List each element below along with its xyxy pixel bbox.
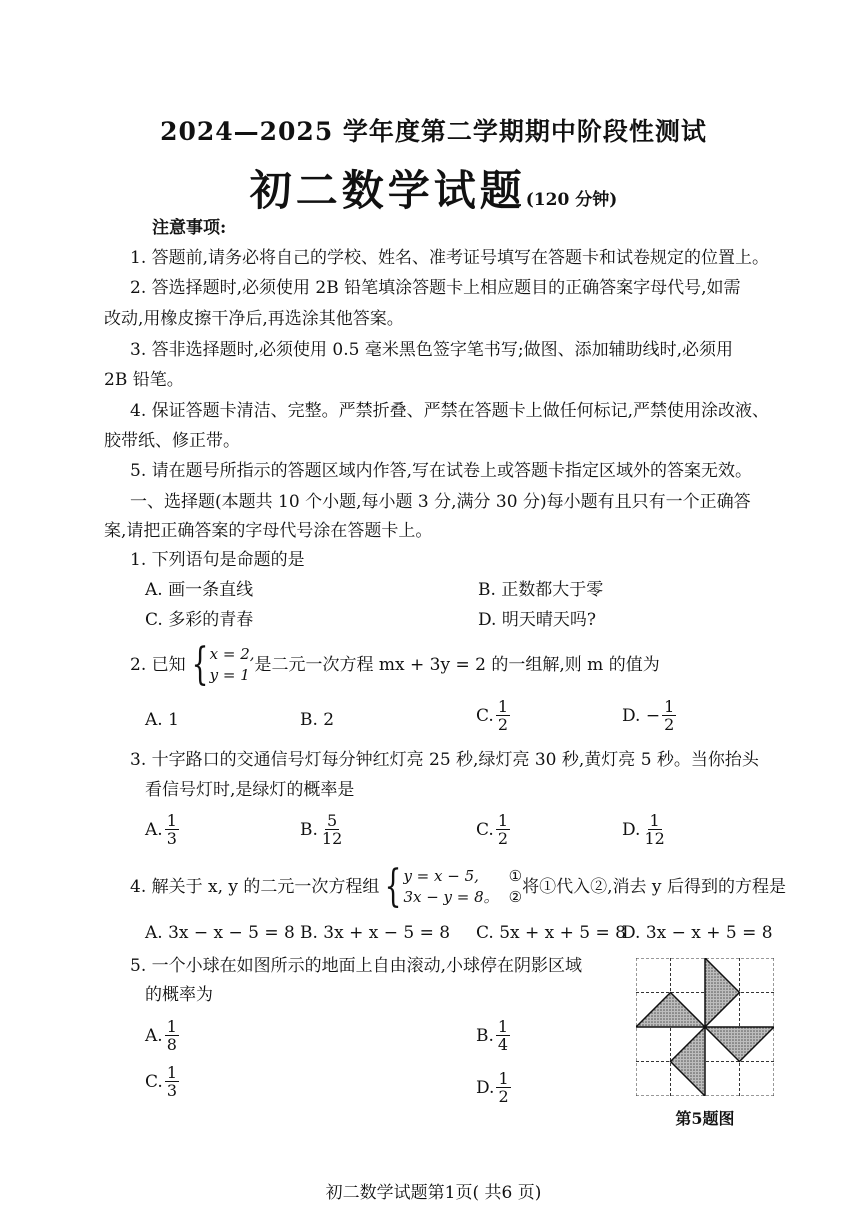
- q5-option-a: A. $\frac{1}{8}$: [145, 1017, 177, 1054]
- q4-equation-system: [379, 861, 523, 912]
- question-5-line-2: 的概率为: [145, 985, 213, 1005]
- fraction: $\frac{5}{12}$: [321, 811, 343, 848]
- q2-option-d: D. − $\frac{1}{2}$: [622, 697, 675, 734]
- pinwheel-grid-figure: [636, 958, 774, 1096]
- note-3-line-1: 3. 答非选择题时,必须使用 0.5 毫米黑色签字笔书写;做图、添加辅助线时,必须用: [130, 340, 734, 360]
- exam-duration: (120 分钟): [525, 190, 618, 210]
- question-1-stem: 1. 下列语句是命题的是: [130, 550, 305, 570]
- note-4-line-1: 4. 保证答题卡清洁、完整。严禁折叠、严禁在答题卡上做任何标记,严禁使用涂改液、: [130, 401, 770, 421]
- q2-prefix: 2. 已知: [130, 655, 186, 675]
- q4-option-a: A. 3x − x − 5 = 8: [145, 923, 295, 943]
- fraction: $\frac{1}{4}$: [497, 1017, 509, 1054]
- note-3-line-2: 2B 铅笔。: [104, 370, 184, 390]
- question-4-stem: [130, 861, 786, 912]
- q4-suffix: 将①代入②,消去 y 后得到的方程是: [522, 877, 786, 897]
- note-1: 1. 答题前,请务必将自己的学校、姓名、准考证号填写在答题卡和试卷规定的位置上。: [130, 248, 770, 268]
- fraction: $\frac{1}{8}$: [166, 1017, 177, 1054]
- fraction: $\frac{1}{3}$: [166, 1063, 177, 1100]
- q2-option-c: C. $\frac{1}{2}$: [476, 697, 508, 734]
- q2-option-a: A. 1: [145, 710, 179, 730]
- fraction: $\frac{1}{3}$: [166, 811, 177, 848]
- fraction: $\frac{1}{12}$: [644, 811, 665, 848]
- q4-option-b: B. 3x + x − 5 = 8: [300, 923, 451, 943]
- note-2-line-1: 2. 答选择题时,必须使用 2B 铅笔填涂答题卡上相应题目的正确答案字母代号,如需: [130, 278, 741, 298]
- fraction: $\frac{1}{2}$: [498, 1069, 509, 1106]
- q3-option-c: C. $\frac{1}{2}$: [476, 811, 508, 848]
- q1-option-a: A. 画一条直线: [145, 580, 254, 600]
- q2-eq-1: x = 2,: [209, 645, 255, 663]
- left-brace: {: [191, 639, 209, 690]
- shaded-triangles: [636, 958, 774, 1096]
- question-3-line-2: 看信号灯时,是绿灯的概率是: [145, 780, 355, 800]
- q5-option-c: C. $\frac{1}{3}$: [145, 1063, 177, 1100]
- q5-option-d: D. $\frac{1}{2}$: [476, 1069, 509, 1106]
- q2-eq-2: y = 1: [209, 666, 250, 684]
- q1-option-d: D. 明天晴天吗?: [478, 610, 596, 630]
- q1-option-b: B. 正数都大于零: [478, 580, 604, 600]
- note-2-line-2: 改动,用橡皮擦干净后,再选涂其他答案。: [104, 309, 404, 329]
- q1-option-c: C. 多彩的青春: [145, 610, 254, 630]
- fraction: $\frac{1}{2}$: [497, 697, 508, 734]
- q3-option-b: B. $\frac{5}{12}$: [300, 811, 343, 848]
- section-1-instructions-line-2: 案,请把正确答案的字母代号涂在答题卡上。: [104, 521, 433, 541]
- left-brace: {: [385, 861, 402, 912]
- figure-caption: 第5题图: [675, 1109, 735, 1128]
- q4-prefix: 4. 解关于 x, y 的二元一次方程组: [130, 877, 380, 897]
- q4-option-c: C. 5x + x + 5 = 8: [476, 923, 626, 943]
- q2-equation-system: [186, 639, 255, 690]
- q4-eq-1: y = x − 5,: [403, 867, 479, 885]
- note-4-line-2: 胶带纸、修正带。: [104, 431, 240, 451]
- q3-option-d: D. $\frac{1}{12}$: [622, 811, 665, 848]
- question-2-stem: [130, 639, 660, 690]
- q4-option-d: D. 3x − x + 5 = 8: [622, 923, 773, 943]
- q3-option-a: A. $\frac{1}{3}$: [145, 811, 177, 848]
- q2-suffix: 是二元一次方程 mx + 3y = 2 的一组解,则 m 的值为: [254, 655, 660, 675]
- exam-subject-title: 初二数学试题: [249, 166, 526, 215]
- fraction: $\frac{1}{2}$: [497, 811, 508, 848]
- q4-mark-1: ①: [508, 867, 523, 885]
- question-5-line-1: 5. 一个小球在如图所示的地面上自由滚动,小球停在阴影区域: [130, 956, 583, 976]
- question-3-line-1: 3. 十字路口的交通信号灯每分钟红灯亮 25 秒,绿灯亮 30 秒,黄灯亮 5 秒。当你抬头: [130, 750, 759, 770]
- notes-heading: 注意事项:: [152, 218, 227, 238]
- q4-mark-2: ②: [508, 888, 523, 906]
- q5-option-b: B. $\frac{1}{4}$: [476, 1017, 509, 1054]
- note-5: 5. 请在题号所指示的答题区域内作答,写在试卷上或答题卡指定区域外的答案无效。: [130, 461, 753, 481]
- page-footer: 初二数学试题第1页( 共6 页): [325, 1183, 542, 1203]
- fraction: $\frac{1}{2}$: [664, 697, 675, 734]
- exam-subject-line: [0, 158, 867, 218]
- q4-eq-2: 3x − y = 8。: [403, 888, 499, 906]
- exam-header-title: 2024—2025 学年度第二学期期中阶段性测试: [160, 117, 707, 146]
- section-1-instructions-line-1: 一、选择题(本题共 10 个小题,每小题 3 分,满分 30 分)每小题有且只有一个正确答: [130, 492, 751, 512]
- q2-option-b: B. 2: [300, 710, 335, 730]
